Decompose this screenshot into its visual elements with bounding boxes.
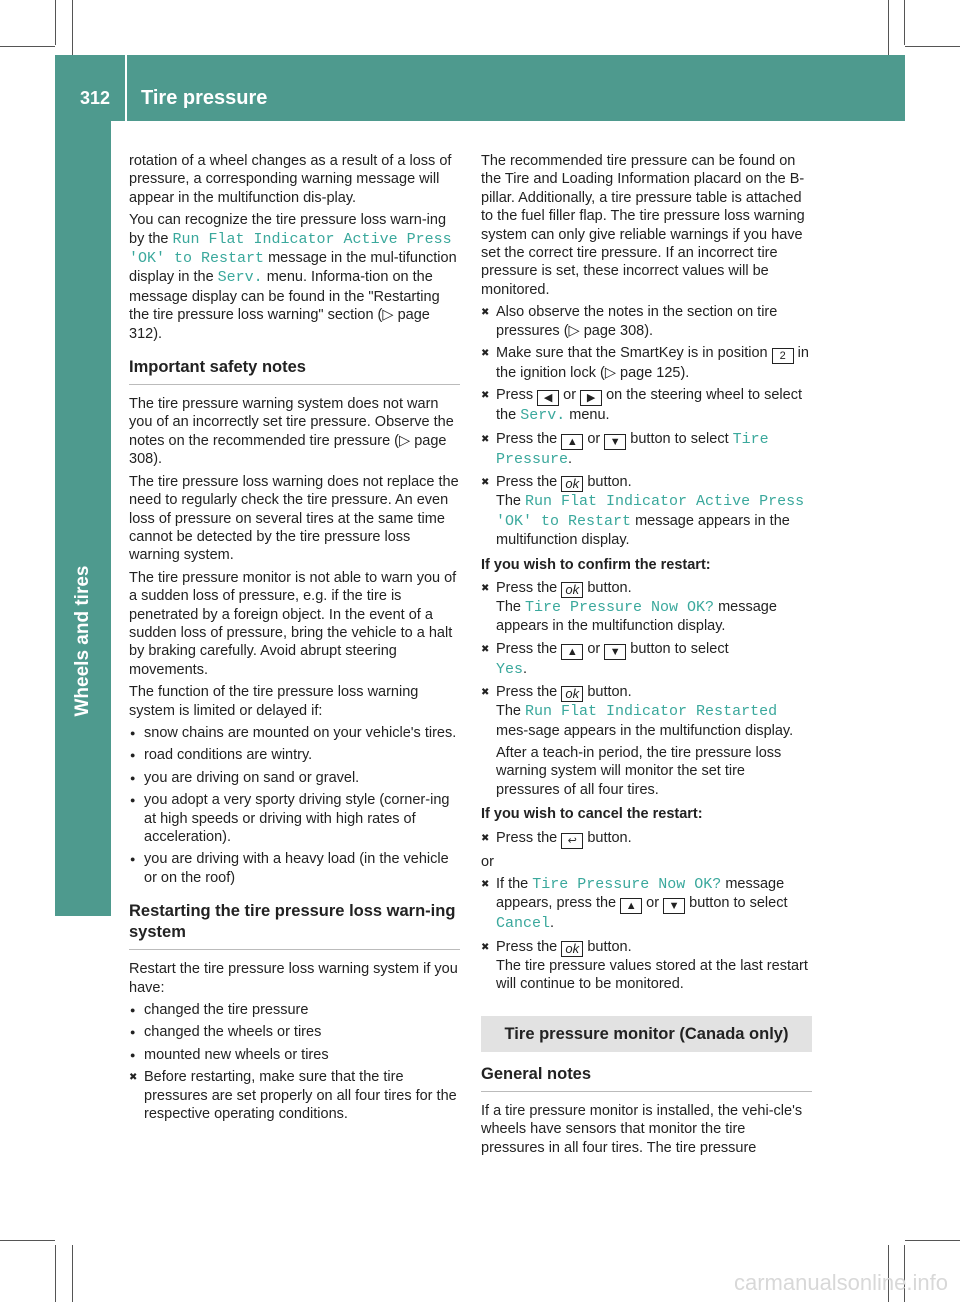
page-ref-arrow-icon: ▷: [604, 365, 616, 382]
crop-mark: [0, 1240, 55, 1241]
down-arrow-key-icon: ▼: [663, 898, 685, 914]
list-item: ● changed the wheels or tires: [129, 1023, 460, 1041]
instruction-step: ✖ Make sure that the SmartKey is in position 2 in the ignition lock (▷ page 125).: [481, 344, 812, 382]
paragraph: If a tire pressure monitor is installed, the vehi-cle's wheels have sensors that monitor the tire pressures in all four tires. The tire pressure: [481, 1103, 803, 1156]
instruction-step: ✖ Press the ok button. The tire pressure values stored at the last restart will continue to be monitored.: [481, 938, 812, 994]
list-item: ● road conditions are wintry.: [129, 746, 460, 764]
display-message: Run Flat Indicator Active Press 'OK' to Restart: [496, 493, 805, 530]
display-message: Run Flat Indicator Restarted: [525, 703, 778, 721]
page-title: Tire pressure: [141, 87, 268, 109]
paragraph: You can recognize the tire pressure loss warn-ing by the Run Flat Indicator Active Press 'OK' to Restart message in the mul-tifunction display in the Serv. menu. Informa-tion on the message display can be found in the "Restarting the tire pressure loss warning" section (▷ page 312).: [129, 212, 457, 342]
up-arrow-key-icon: ▲: [561, 434, 583, 450]
up-arrow-key-icon: ▲: [561, 644, 583, 660]
display-menu: Serv.: [520, 407, 566, 425]
list-item: ● you are driving with a heavy load (in the vehicle or on the roof): [129, 850, 460, 887]
page-ref-arrow-icon: ▷: [568, 322, 580, 339]
section-heading-restart: Restarting the tire pressure loss warn-ing system: [129, 901, 460, 950]
paragraph: The recommended tire pressure can be found on the Tire and Loading Information placard on the B-pillar. Additionally, a tire pressure table is attached to the fuel filler flap. The tire pressure loss warning system can only give reliable warnings if you have set the correct tire pressure. If an incorrect tire pressure is set, these incorrect values will be monitored.: [481, 153, 805, 298]
right-column: [481, 152, 812, 1161]
or-separator: or: [481, 853, 494, 870]
list-item: ● you are driving on sand or gravel.: [129, 769, 460, 787]
page-reference[interactable]: page 125).: [620, 365, 690, 382]
instruction-step: ✖ Press the ok button. The Run Flat Indicator Active Press 'OK' to Restart message appears in the multifunction display.: [481, 473, 812, 549]
instruction-step: ✖ Press the ↩ button.: [481, 829, 812, 849]
section-heading-safety: Important safety notes: [129, 357, 460, 385]
right-arrow-key-icon: ▶: [580, 390, 602, 406]
up-arrow-key-icon: ▲: [620, 898, 642, 914]
step-note: After a teach-in period, the tire pressure loss warning system will monitor the set tire pressures of all four tires.: [496, 744, 782, 798]
down-arrow-key-icon: ▼: [604, 434, 626, 450]
display-message: Run Flat Indicator Active Press 'OK' to Restart: [129, 230, 452, 268]
display-message: Tire Pressure Now OK?: [532, 875, 722, 893]
subheading-cancel: If you wish to cancel the restart:: [481, 806, 703, 823]
crop-mark: [905, 1240, 960, 1241]
instruction-step: ✖ Before restarting, make sure that the tire pressures are set properly on all four tires for the respective operating conditions.: [129, 1068, 460, 1123]
paragraph: rotation of a wheel changes as a result of a loss of pressure, a corresponding warning message will appear in the multifunction dis-play.: [129, 153, 452, 206]
crop-mark: [0, 46, 55, 47]
watermark: carmanualsonline.info: [733, 1270, 948, 1295]
instruction-step: ✖ Press the ok button. The Tire Pressure Now OK? message appears in the multifunction display.: [481, 579, 812, 636]
chapter-tab-label: Wheels and tires: [72, 565, 93, 717]
instruction-step: ✖ Also observe the notes in the section on tire pressures (▷ page 308).: [481, 303, 812, 340]
list-item: ● mounted new wheels or tires: [129, 1046, 460, 1064]
back-key-icon: ↩: [561, 833, 583, 849]
page-reference[interactable]: page 312).: [129, 307, 430, 342]
instruction-step: ✖ If the Tire Pressure Now OK? message appears, press the ▲ or ▼ button to select Cancel.: [481, 875, 812, 934]
crop-mark: [72, 0, 73, 55]
paragraph: The tire pressure loss warning does not replace the need to regularly check the tire pressure. An even loss of pressure on several tires at the same time cannot be detected by the tire pressure loss warning system.: [129, 473, 459, 564]
display-menu-item: Tire Pressure: [496, 430, 769, 468]
list-item: ● snow chains are mounted on your vehicle's tires.: [129, 724, 460, 742]
instruction-step: ✖ Press ◀ or ▶ on the steering wheel to select the Serv. menu.: [481, 386, 812, 425]
page-reference[interactable]: page 308).: [129, 432, 447, 468]
left-arrow-key-icon: ◀: [537, 390, 559, 406]
page-ref-arrow-icon: ▷: [399, 432, 411, 449]
list-item: ● you adopt a very sporty driving style (corner-ing at high speeds or driving with high rates of acceleration).: [129, 791, 460, 846]
down-arrow-key-icon: ▼: [604, 644, 626, 660]
section-banner-tpms-canada: Tire pressure monitor (Canada only): [481, 1016, 812, 1052]
crop-mark: [55, 0, 56, 45]
list-item: ● changed the tire pressure: [129, 1001, 460, 1019]
ok-key-icon: ok: [561, 941, 583, 957]
paragraph: The tire pressure monitor is not able to warn you of a sudden loss of pressure, e.g. if the tire is penetrated by a foreign object. In the event of a sudden loss of pressure, bring the vehicle to a halt by braking carefully. Avoid abrupt steering movements.: [129, 569, 457, 678]
crop-mark: [55, 1245, 56, 1302]
page-ref-arrow-icon: ▷: [382, 307, 394, 324]
crop-mark: [888, 0, 889, 55]
section-heading-general-notes: General notes: [481, 1064, 812, 1092]
key-position-icon: 2: [772, 348, 794, 364]
ok-key-icon: ok: [561, 582, 583, 598]
paragraph: Restart the tire pressure loss warning system if you have:: [129, 961, 458, 996]
left-column: [129, 152, 460, 1127]
display-menu-item: Cancel: [496, 915, 551, 933]
instruction-step: ✖ Press the ok button. The Run Flat Indicator Restarted mes-sage appears in the multifunction display. After a teach-in period, the tire pressure loss warning system will monitor the set tire pressures of all four tires.: [481, 683, 812, 799]
crop-mark: [72, 1245, 73, 1302]
display-message: Tire Pressure Now OK?: [525, 598, 715, 616]
paragraph: The function of the tire pressure loss warning system is limited or delayed if:: [129, 684, 419, 719]
ok-key-icon: ok: [561, 686, 583, 702]
page-number: 312: [80, 88, 111, 108]
ok-key-icon: ok: [561, 476, 583, 492]
subheading-confirm: If you wish to confirm the restart:: [481, 556, 711, 573]
header-divider: [125, 55, 127, 121]
crop-mark: [905, 46, 960, 47]
display-menu-item: Yes: [496, 660, 524, 678]
instruction-step: ✖ Press the ▲ or ▼ button to select Yes.: [481, 640, 812, 679]
chapter-tab: [55, 121, 111, 916]
paragraph: The tire pressure warning system does not warn you of an incorrectly set tire pressure. Observe the notes on the recommended tire pressure (▷ page 308).: [129, 396, 454, 468]
page-reference[interactable]: page 308).: [583, 322, 654, 339]
display-menu: Serv.: [217, 269, 263, 287]
crop-mark: [904, 0, 905, 45]
instruction-step: ✖ Press the ▲ or ▼ button to select Tire Pressure.: [481, 430, 812, 469]
